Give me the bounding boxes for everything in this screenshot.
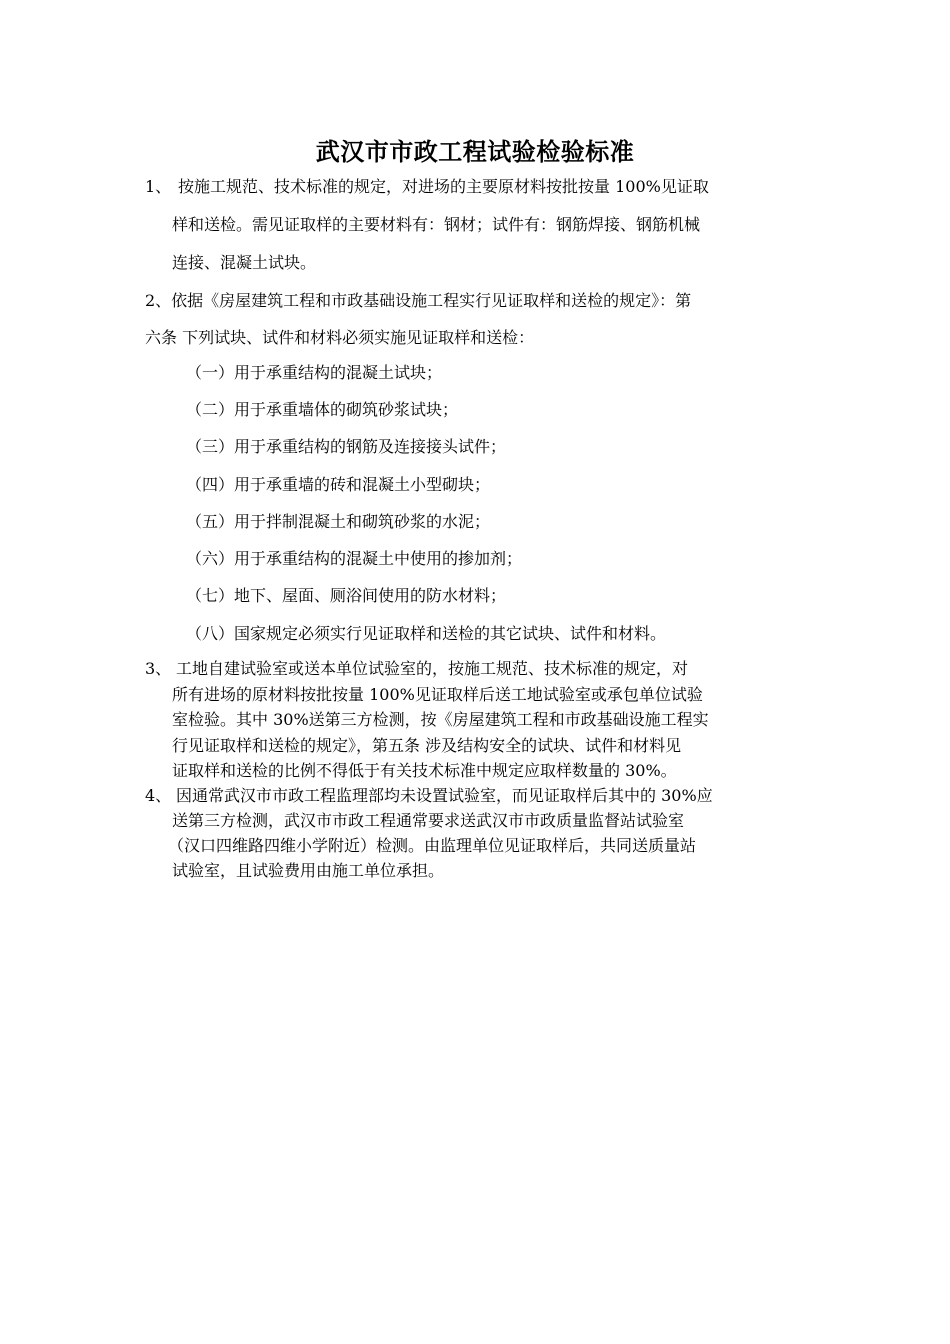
- item-1-number: 1、: [145, 177, 172, 196]
- item-4-line-3: （汉口四维路四维小学附近）检测。由监理单位见证取样后，共同送质量站: [168, 836, 697, 855]
- item-3-line-4: 行见证取样和送检的规定》，第五条 涉及结构安全的试块、试件和材料见: [172, 736, 682, 755]
- item-2-line-1: 2、依据《房屋建筑工程和市政基础设施工程实行见证取样和送检的规定》：第: [145, 291, 692, 310]
- item-3-line-2: 所有进场的原材料按批按量 100%见证取样后送工地试验室或承包单位试验: [172, 685, 703, 704]
- item-2-sub-2: （二）用于承重墙体的砌筑砂浆试块；: [186, 400, 459, 419]
- item-3-line-5: 证取样和送检的比例不得低于有关技术标准中规定应取样数量的 30%。: [172, 761, 677, 780]
- item-2-sub-3: （三）用于承重结构的钢筋及连接接头试件；: [186, 437, 507, 456]
- item-4-line-4: 试验室，且试验费用由施工单位承担。: [172, 861, 445, 880]
- item-4-line-2: 送第三方检测，武汉市市政工程通常要求送武汉市市政质量监督站试验室: [172, 811, 685, 830]
- item-4-line-1: 因通常武汉市市政工程监理部均未设置试验室，而见证取样后其中的 30%应: [176, 786, 713, 805]
- item-1-line-1: 按施工规范、技术标准的规定，对进场的主要原材料按批按量 100%见证取: [178, 177, 709, 196]
- item-3-line-3: 室检验。其中 30%送第三方检测，按《房屋建筑工程和市政基础设施工程实: [172, 710, 709, 729]
- item-2-sub-4: （四）用于承重墙的砖和混凝土小型砌块；: [186, 475, 491, 494]
- item-2-sub-1: （一）用于承重结构的混凝土试块；: [186, 363, 443, 382]
- document-title: 武汉市市政工程试验检验标准: [315, 138, 635, 166]
- item-2-sub-8: （八）国家规定必须实行见证取样和送检的其它试块、试件和材料。: [186, 624, 667, 643]
- item-3-number: 3、: [145, 659, 172, 678]
- item-1-line-3: 连接、混凝土试块。: [172, 253, 317, 272]
- item-2-sub-7: （七）地下、屋面、厕浴间使用的防水材料；: [186, 586, 507, 605]
- item-1-line-2: 样和送检。需见证取样的主要材料有：钢材；试件有：钢筋焊接、钢筋机械: [172, 215, 701, 234]
- item-3-line-1: 工地自建试验室或送本单位试验室的，按施工规范、技术标准的规定，对: [176, 659, 689, 678]
- item-2-line-2: 六条 下列试块、试件和材料必须实施见证取样和送检：: [145, 328, 535, 347]
- item-4-number: 4、: [145, 786, 172, 805]
- item-2-sub-6: （六）用于承重结构的混凝土中使用的掺加剂；: [186, 549, 523, 568]
- item-2-sub-5: （五）用于拌制混凝土和砌筑砂浆的水泥；: [186, 512, 491, 531]
